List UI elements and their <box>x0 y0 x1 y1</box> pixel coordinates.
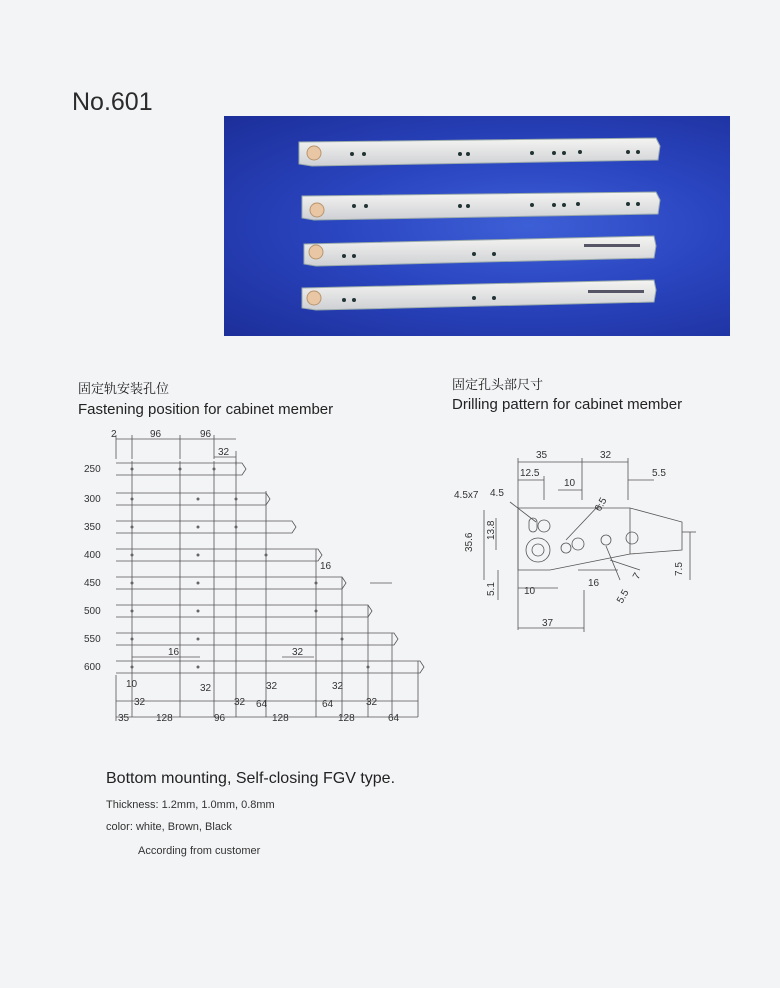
length-250: 250 <box>84 464 101 475</box>
length-300: 300 <box>84 494 101 505</box>
dim-4-5x7: 4.5x7 <box>454 490 479 501</box>
length-500: 500 <box>84 606 101 617</box>
drawer-rails-image <box>224 116 730 336</box>
drilling-title-zh: 固定孔头部尺寸 <box>452 378 544 393</box>
dim-7-5: 7.5 <box>674 562 685 576</box>
dim-dia-6-5: 6.5 <box>593 495 610 514</box>
dim-4-5: 4.5 <box>490 488 504 499</box>
dim-b2-128a: 128 <box>156 713 173 724</box>
color-text: color: white, Brown, Black <box>106 821 232 833</box>
dim-12-5: 12.5 <box>520 468 540 479</box>
dim-10-top: 10 <box>564 478 576 489</box>
drilling-diagram <box>450 440 700 640</box>
dim-b1-32c: 32 <box>234 697 246 708</box>
dim-32-inline: 32 <box>292 647 304 658</box>
dim-5-5-top: 5.5 <box>652 468 666 479</box>
dim-dia-5-5: 5.5 <box>615 587 632 606</box>
dim-5-1: 5.1 <box>486 582 497 596</box>
dim-top-2: 2 <box>111 429 117 440</box>
product-photo <box>224 116 730 336</box>
dim-b2-128b: 128 <box>272 713 289 724</box>
customer-note: According from customer <box>138 845 261 857</box>
dim-b1-32b: 32 <box>200 683 212 694</box>
dim-top-96a: 96 <box>150 429 162 440</box>
dim-37: 37 <box>542 618 554 629</box>
dim-b2-64a: 64 <box>256 699 268 710</box>
dim-35: 35 <box>536 450 548 461</box>
rail-1 <box>299 138 660 166</box>
dim-b1-32d: 32 <box>266 681 278 692</box>
dim-35-6: 35.6 <box>464 532 475 552</box>
dim-16-lower: 16 <box>168 647 180 658</box>
dim-b2-96: 96 <box>214 713 226 724</box>
page-title: No.601 <box>72 88 153 116</box>
dim-16: 16 <box>588 578 600 589</box>
fastening-title-zh: 固定轨安装孔位 <box>78 382 170 397</box>
drilling-title-en: Drilling pattern for cabinet member <box>452 396 683 413</box>
dim-16-upper: 16 <box>320 561 332 572</box>
length-600: 600 <box>84 662 101 673</box>
dim-dia-7: 7 <box>631 571 644 582</box>
dim-b1-32a: 32 <box>134 697 146 708</box>
length-450: 450 <box>84 578 101 589</box>
rail-4 <box>302 280 656 310</box>
dim-b1-32e: 32 <box>332 681 344 692</box>
dim-b2-128c: 128 <box>338 713 355 724</box>
thickness-text: Thickness: 1.2mm, 1.0mm, 0.8mm <box>106 799 275 811</box>
dim-b1-32f: 32 <box>366 697 378 708</box>
dim-10-bottom: 10 <box>524 586 536 597</box>
length-350: 350 <box>84 522 101 533</box>
dim-13-8: 13.8 <box>486 520 497 540</box>
dim-top-96b: 96 <box>200 429 212 440</box>
dim-b1-10: 10 <box>126 679 138 690</box>
dim-top-32: 32 <box>218 447 230 458</box>
dim-32: 32 <box>600 450 612 461</box>
rail-3 <box>304 236 656 266</box>
dim-b2-64c: 64 <box>388 713 400 724</box>
length-400: 400 <box>84 550 101 561</box>
fastening-title-en: Fastening position for cabinet member <box>78 401 334 418</box>
dim-b2-64b: 64 <box>322 699 334 710</box>
rail-2 <box>302 192 660 220</box>
fastening-diagram <box>70 425 440 730</box>
length-550: 550 <box>84 634 101 645</box>
dim-b2-35: 35 <box>118 713 130 724</box>
mounting-heading: Bottom mounting, Self-closing FGV type. <box>106 770 396 787</box>
